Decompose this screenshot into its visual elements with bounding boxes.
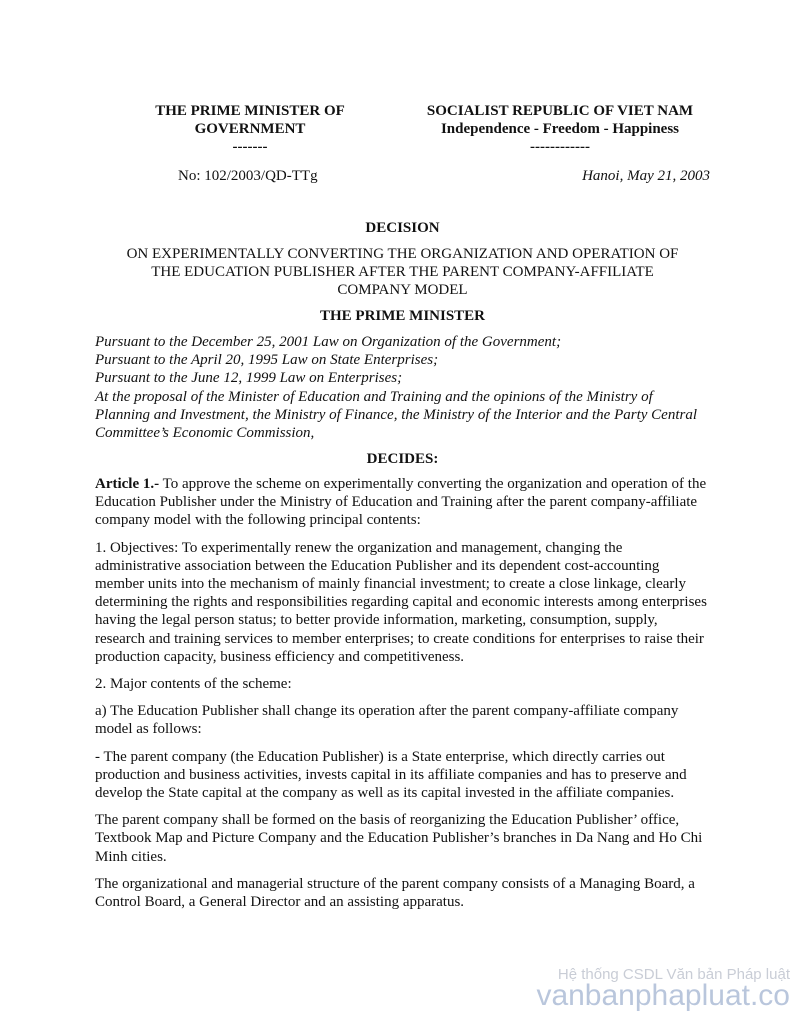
- article-1: [95, 475, 710, 530]
- paragraph: a) The Education Publisher shall change its operation after the parent company-affiliate company model as follows:: [95, 703, 679, 738]
- decision-title-line-1: ON EXPERIMENTALLY CONVERTING THE ORGANIZATION AND OPERATION OF: [126, 246, 679, 262]
- paragraph: 1. Objectives: To experimentally renew the organization and management, changing the administrative association between the Education Publisher and its dependent cost-accounting member units into the mechanism of mainly financial investment; to create a close linkage, clearly determining the rights and responsibilities regarding capital and economic interests among enterprises having the legal person status; to better provide information, marketing, consumption, supply, research and training services to member enterprises; to create conditions for enterprises to raise their production capacity, business efficiency and competitiveness.: [95, 539, 707, 665]
- issuer-header: [135, 102, 365, 156]
- preamble: [95, 333, 710, 442]
- watermark-site: vanbanphapluat.co: [536, 979, 790, 1012]
- preamble-line: Pursuant to the June 12, 1999 Law on Enterprises;: [95, 370, 403, 387]
- document-number: No: 102/2003/QD-TTg: [178, 168, 318, 184]
- issuer-line-1: THE PRIME MINISTER OF: [155, 103, 345, 119]
- decision-heading: DECISION: [365, 220, 440, 236]
- decides-heading: DECIDES:: [366, 451, 439, 467]
- issuer-separator: -------: [232, 139, 268, 155]
- issuer-line-2: GOVERNMENT: [194, 121, 306, 137]
- national-separator: ------------: [530, 139, 590, 155]
- preamble-line: Pursuant to the December 25, 2001 Law on Organization of the Government;: [95, 334, 562, 350]
- article-1-text: To approve the scheme on experimentally converting the organization and operation of the Education Publisher under the Ministry of Education and Training after the parent company-affiliate company model with the following principal contents:: [95, 476, 707, 529]
- national-header: [400, 102, 720, 156]
- preamble-line: At the proposal of the Minister of Education and Training and the opinions of the Ministry of Planning and Investment, the Ministry of Finance, the Ministry of the Interior and the Party Central Committee’s Economic Commission,: [95, 388, 697, 442]
- decision-title: [95, 245, 710, 299]
- national-motto: Independence - Freedom - Happiness: [440, 121, 680, 137]
- decision-title-line-2: THE EDUCATION PUBLISHER AFTER THE PARENT COMPANY-AFFILIATE: [151, 264, 654, 280]
- article-body: [95, 475, 710, 920]
- paragraph: The parent company shall be formed on the basis of reorganizing the Education Publisher’ office, Textbook Map and Picture Company and the Education Publisher’s branches in Da Nang and Ho Chi Minh cities.: [95, 812, 703, 865]
- watermark-subtitle: Hệ thống CSDL Văn bản Pháp luật: [557, 966, 790, 983]
- paragraph: The organizational and managerial structure of the parent company consists of a Managing Board, a Control Board, a General Director and an assisting apparatus.: [95, 875, 695, 911]
- paragraph: 2. Major contents of the scheme:: [95, 676, 292, 693]
- article-1-label: Article 1.-: [95, 476, 160, 492]
- preamble-line: Pursuant to the April 20, 1995 Law on State Enterprises;: [95, 352, 439, 369]
- decision-title-line-3: COMPANY MODEL: [337, 282, 468, 298]
- national-line-1: SOCIALIST REPUBLIC OF VIET NAM: [426, 103, 694, 119]
- authority-heading: THE PRIME MINISTER: [319, 308, 486, 324]
- place-date: Hanoi, May 21, 2003: [582, 168, 710, 184]
- paragraph: - The parent company (the Education Publisher) is a State enterprise, which directly carries out production and business activities, invests capital in its affiliate companies and has to preserve and develop the State capital at the company as well as its capital invested in the affiliate companies.: [95, 748, 687, 802]
